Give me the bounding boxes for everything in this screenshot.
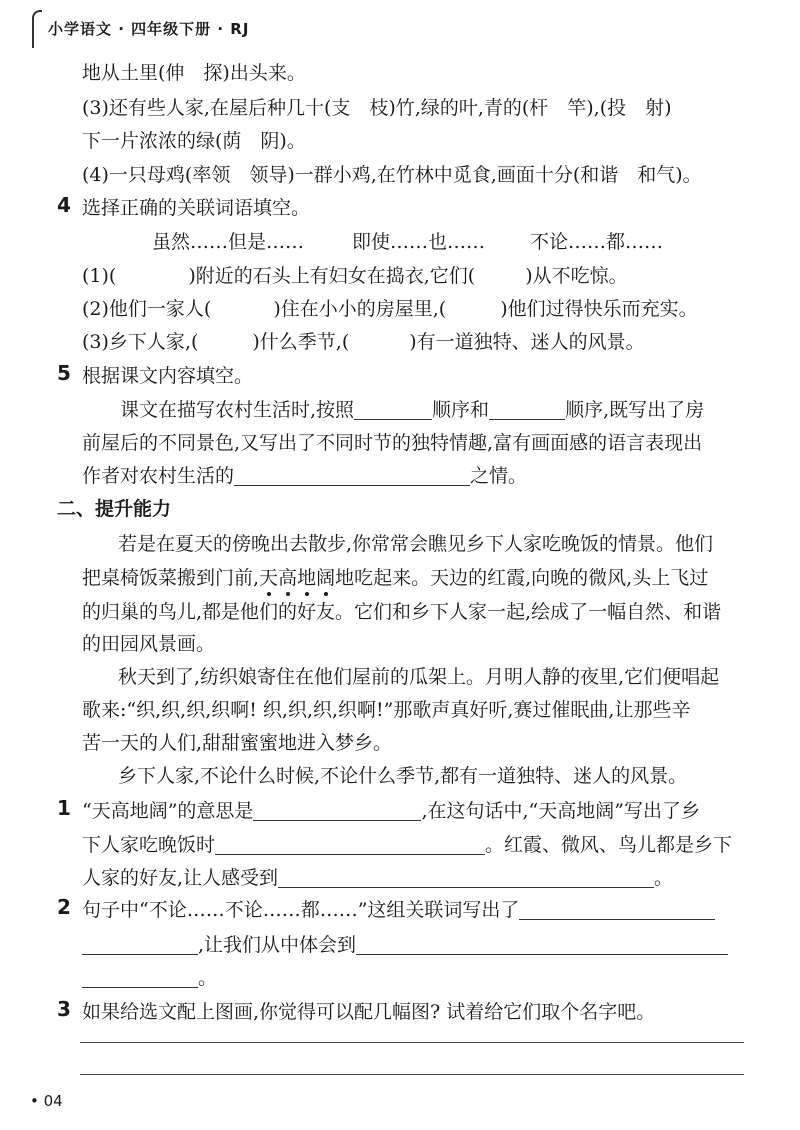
- sec1-line1: 地从土里(伸 探)出头来。: [82, 62, 306, 84]
- pq1-line-3: [82, 863, 673, 890]
- pq2-l1-text: 句子中“不论……不论……都……”这组关联词写出了: [82, 899, 520, 921]
- pq1-l3-b: 。: [654, 867, 674, 889]
- pq2-blank-4[interactable]: [82, 967, 198, 988]
- passage-p3-line1: 乡下人家,不论什么时候,不论什么季节,都有一道独特、迷人的风景。: [118, 765, 688, 787]
- sec1-line4: (4)一只母鸡(率领 领导)一群小鸡,在竹林中觅食,画面十分(和谐 和气)。: [82, 164, 702, 186]
- pq1-l1-b: ,在这句话中,“天高地阔”写出了乡: [421, 800, 700, 822]
- pq2-blank-2[interactable]: [82, 934, 198, 955]
- page-header: 小学语文 · 四年级下册 · RJ: [48, 20, 250, 38]
- pq2-blank-3[interactable]: [356, 934, 728, 955]
- q5-prompt: 根据课文内容填空。: [82, 365, 254, 387]
- q4-option-1: 虽然……但是……: [152, 231, 305, 253]
- pq1-number: 1: [57, 796, 71, 820]
- emphasis-dot-char: 阔: [316, 563, 335, 590]
- emphasis-dot-char: 高: [278, 563, 297, 590]
- pq1-blank-2[interactable]: [215, 834, 485, 855]
- emphasis-dotted-text: [259, 567, 335, 589]
- emphasis-dot-char: 天: [259, 563, 278, 590]
- q4-s1-part-a: (1)(: [82, 265, 117, 287]
- q4-prompt: 选择正确的关联词语填空。: [82, 197, 311, 219]
- q4-sentence-1: [82, 261, 628, 288]
- pq3-number: 3: [57, 997, 71, 1021]
- pq2-blank-1[interactable]: [519, 899, 715, 920]
- q5-l3-part-b: 之情。: [470, 465, 528, 487]
- pq1-line-2: [82, 830, 732, 857]
- passage-p1-line4: 的田园风景画。: [82, 633, 216, 655]
- pq1-blank-1[interactable]: [253, 800, 421, 821]
- passage-p1-line1: 若是在夏天的傍晚出去散步,你常常会瞧见乡下人家吃晚饭的情景。他们: [118, 533, 714, 555]
- q5-line-3: [82, 461, 527, 488]
- q4-s1-part-b: )附近的石头上有妇女在捣衣,它们(: [188, 265, 476, 287]
- q4-s2-part-c: )他们过得快乐而充实。: [500, 298, 698, 320]
- pq2-line-1: [82, 895, 715, 922]
- q4-s3-part-a: (3)乡下人家,(: [82, 331, 199, 353]
- passage-p1-l2-a: 把桌椅饭菜搬到门前,: [82, 567, 260, 589]
- q4-s3-part-c: )有一道独特、迷人的风景。: [409, 331, 645, 353]
- q5-line-1: [120, 395, 704, 422]
- q4-s2-part-b: )住在小小的房屋里,(: [273, 298, 447, 320]
- emphasized-phrase: [259, 567, 335, 589]
- pq1-blank-3[interactable]: [278, 867, 654, 888]
- q4-sentence-3: [82, 327, 645, 354]
- pq3-answer-line-2[interactable]: [80, 1074, 744, 1075]
- passage-p2-line1: 秋天到了,纺织娘寄住在他们屋前的瓜架上。月明人静的夜里,它们便唱起: [118, 666, 720, 688]
- sec1-line2: (3)还有些人家,在屋后种几十(支 枝)竹,绿的叶,青的(杆 竿),(投 射): [82, 97, 672, 119]
- pq2-line-3: [82, 963, 217, 990]
- q5-blank-3[interactable]: [234, 465, 470, 486]
- q4-option-3: 不论……都……: [530, 231, 664, 253]
- q5-number: 5: [57, 361, 71, 385]
- q5-line-2: 前屋后的不同景色,又写出了不同时节的独特情趣,富有画面感的语言表现出: [82, 432, 703, 454]
- q5-blank-1[interactable]: [354, 399, 432, 420]
- pq1-l2-a: 下人家吃晚饭时: [82, 834, 216, 856]
- q4-option-2: 即使……也……: [352, 231, 486, 253]
- passage-p1-line3: 的归巢的鸟儿,都是他们的好友。它们和乡下人家一起,绘成了一幅自然、和谐: [82, 601, 722, 623]
- q4-number: 4: [57, 193, 71, 217]
- passage-p1-line2: [82, 563, 708, 590]
- pq2-l2-text: ,让我们从中体会到: [198, 934, 357, 956]
- page-number: • 04: [30, 1092, 63, 1110]
- pq2-line-2: [82, 930, 728, 957]
- passage-p2-line3: 苦一天的人们,甜甜蜜蜜地进入梦乡。: [82, 732, 393, 754]
- pq2-number: 2: [57, 895, 71, 919]
- emphasis-dot-char: 地: [297, 563, 316, 590]
- pq1-l3-a: 人家的好友,让人感受到: [82, 867, 279, 889]
- q5-l1-part-c: 顺序,既写出了房: [565, 399, 705, 421]
- q5-l1-part-b: 顺序和: [432, 399, 490, 421]
- q5-l3-part-a: 作者对农村生活的: [82, 465, 235, 487]
- q4-s1-part-c: )从不吃惊。: [525, 265, 628, 287]
- pq1-l1-a: “天高地阔”的意思是: [82, 800, 254, 822]
- pq1-l2-b: 。红霞、微风、鸟儿都是乡下: [485, 834, 733, 856]
- q5-l1-part-a: 课文在描写农村生活时,按照: [120, 399, 355, 421]
- sec1-line3: 下一片浓浓的绿(荫 阴)。: [82, 130, 306, 152]
- pq2-l3-text: 。: [198, 967, 218, 989]
- passage-p2-line2: 歌来:“织,织,织,织啊! 织,织,织,织啊!”那歌声真好听,赛过催眠曲,让那些辛: [82, 699, 691, 721]
- q4-s3-part-b: )什么季节,(: [252, 331, 350, 353]
- header-bracket: [32, 10, 42, 48]
- pq3-answer-line-1[interactable]: [80, 1042, 744, 1043]
- passage-p1-l2-c: 地吃起来。天边的红霞,向晚的微风,头上飞过: [335, 567, 709, 589]
- pq1-line-1: [82, 796, 700, 823]
- pq3-line-1: 如果给选文配上图画,你觉得可以配几幅图? 试着给它们取个名字吧。: [82, 1001, 656, 1023]
- q4-sentence-2: [82, 294, 698, 321]
- q5-blank-2[interactable]: [489, 399, 565, 420]
- q4-s2-part-a: (2)他们一家人(: [82, 298, 212, 320]
- part2-title: 二、提升能力: [57, 498, 172, 520]
